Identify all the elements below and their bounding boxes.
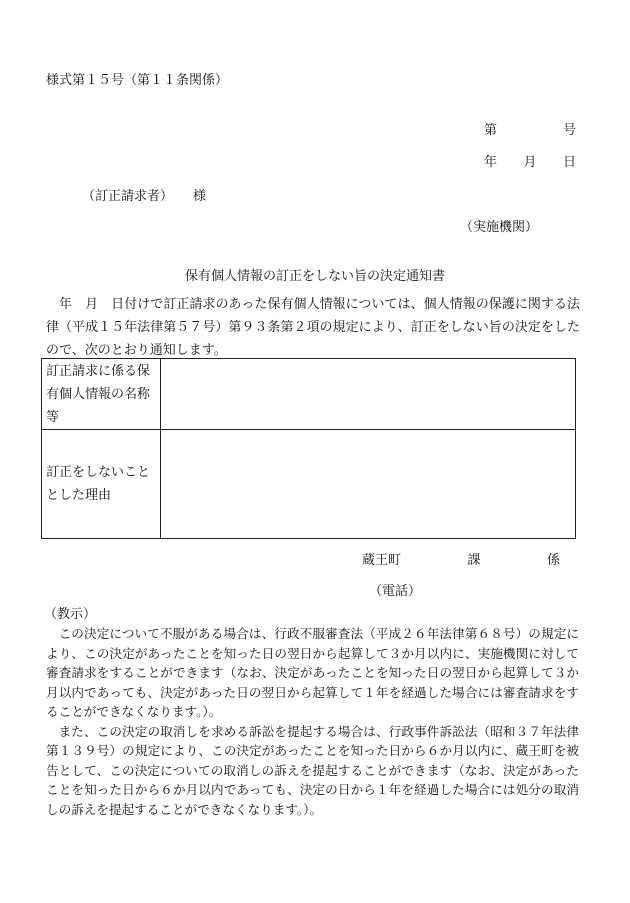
notice-body xyxy=(46,624,579,819)
notice-paragraph-2: また、この決定の取消しを求める訴訟を提起する場合は、行政事件訴訟法（昭和３７年法律第１３９号）の規定により、この決定があったことを知った日から６か月以内に、蔵王町を被告として、この決定についての取消しの訴えを提起することができます（なお、決定があったことを知った日から６か月以内であっても、決定の日から１年を経過した場合には処分の取消しの訴えを提起することができなくなります。）。 xyxy=(46,723,579,817)
office-unit: 係 xyxy=(546,553,560,568)
document-title: 保有個人情報の訂正をしない旨の決定通知書 xyxy=(184,269,445,284)
date-day: 日 xyxy=(562,155,576,170)
office-section: 課 xyxy=(467,553,481,568)
document-number-line xyxy=(484,119,576,138)
intro-paragraph: 年 月 日付けで訂正請求のあった保有個人情報については、個人情報の保護に関する法律（平成１５年法律第５７号）第９３条第２項の規定により、訂正をしない旨の決定をしたので、次のとおり通知します。 xyxy=(46,297,580,358)
phone-label: （電話） xyxy=(369,584,422,599)
table-row xyxy=(42,430,576,539)
form-number: 様式第１５号（第１１条関係） xyxy=(46,73,229,88)
notice-heading: （教示） xyxy=(44,607,97,622)
recipient-name: （訂正請求者） xyxy=(82,189,174,204)
office-line xyxy=(362,549,560,568)
row2-value xyxy=(161,430,576,539)
office-town: 蔵王町 xyxy=(362,553,402,568)
info-table xyxy=(41,358,576,539)
date-year: 年 xyxy=(484,155,498,170)
date-line xyxy=(484,151,576,170)
recipient-honorific: 様 xyxy=(193,189,207,204)
table-row xyxy=(42,359,576,430)
row1-value xyxy=(161,359,576,430)
date-month: 月 xyxy=(523,155,537,170)
number-suffix: 号 xyxy=(562,123,576,138)
recipient-line xyxy=(82,185,206,204)
notice-paragraph-1: この決定について不服がある場合は、行政不服審査法（平成２６年法律第６８号）の規定により、この決定があったことを知った日の翌日から起算して３か月以内に、実施機関に対して審査請求をすることができます（なお、決定があったことを知った日の翌日から起算して３か月以内であっても、決定があった日の翌日から起算して１年を経過した場合には審査請求をすることができなくなります。）。 xyxy=(46,626,579,719)
row1-label: 訂正請求に係る保有個人情報の名称等 xyxy=(42,359,161,430)
agency-name: （実施機関） xyxy=(460,220,539,235)
row2-label: 訂正をしないこととした理由 xyxy=(42,430,161,539)
number-prefix: 第 xyxy=(484,123,498,138)
